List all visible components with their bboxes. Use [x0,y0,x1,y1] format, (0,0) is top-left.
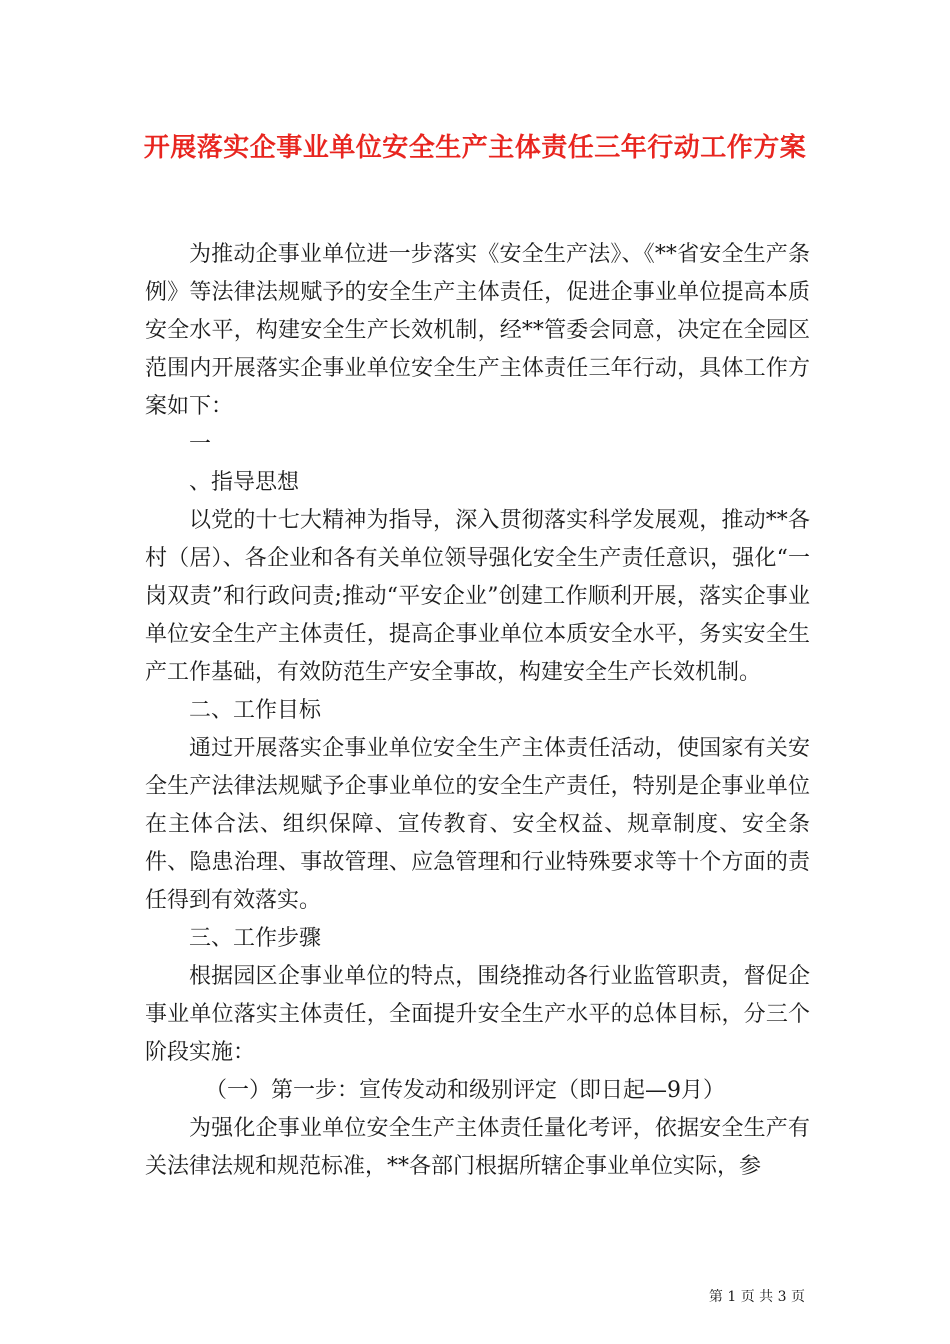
document-body [145,236,810,1186]
section-number-one: 一 [189,432,212,457]
paragraph-work-steps: 根据园区企事业单位的特点，围绕推动各行业监管职责，督促企事业单位落实主体责任，全面提升安全生产水平的总体目标，分三个阶段实施： [145,964,810,1065]
section-heading-work-steps: 三、工作步骤 [189,926,322,951]
paragraph-guiding-thought: 以党的十七大精神为指导，深入贯彻落实科学发展观，推动**各村（居）、各企业和各有关单位领导强化安全生产责任意识，强化“一岗双责”和行政问责;推动“平安企业”创建工作顺利开展，落实企事业单位安全生产主体责任，提高企事业单位本质安全水平，务实安全生产工作基础，有效防范生产安全事故，构建安全生产长效机制。 [145,508,810,685]
page-number: 第 1 页 共 3 页 [708,1289,805,1305]
paragraph-work-goal: 通过开展落实企事业单位安全生产主体责任活动，使国家有关安全生产法律法规赋予企事业单位的安全生产责任，特别是企事业单位在主体合法、组织保障、宣传教育、安全权益、规章制度、安全条件、隐患治理、事故管理、应急管理和行业特殊要求等十个方面的责任得到有效落实。 [145,736,810,913]
section-heading-work-goal: 二、工作目标 [189,698,322,723]
paragraph-step-one: 为强化企事业单位安全生产主体责任量化考评，依据安全生产有关法律法规和规范标准，**各部门根据所辖企事业单位实际，参 [145,1116,810,1179]
document-title: 开展落实企事业单位安全生产主体责任三年行动工作方案 [143,133,807,163]
section-heading-guiding-thought: 、指导思想 [189,470,300,495]
paragraph-intro: 为推动企事业单位进一步落实《安全生产法》、《**省安全生产条例》等法律法规赋予的安全生产主体责任，促进企事业单位提高本质安全水平，构建安全生产长效机制，经**管委会同意，决定在全园区范围内开展落实企事业单位安全生产主体责任三年行动，具体工作方案如下： [145,242,810,419]
subsection-heading-step-one: （一）第一步：宣传发动和级别评定（即日起—9月） [205,1078,725,1103]
